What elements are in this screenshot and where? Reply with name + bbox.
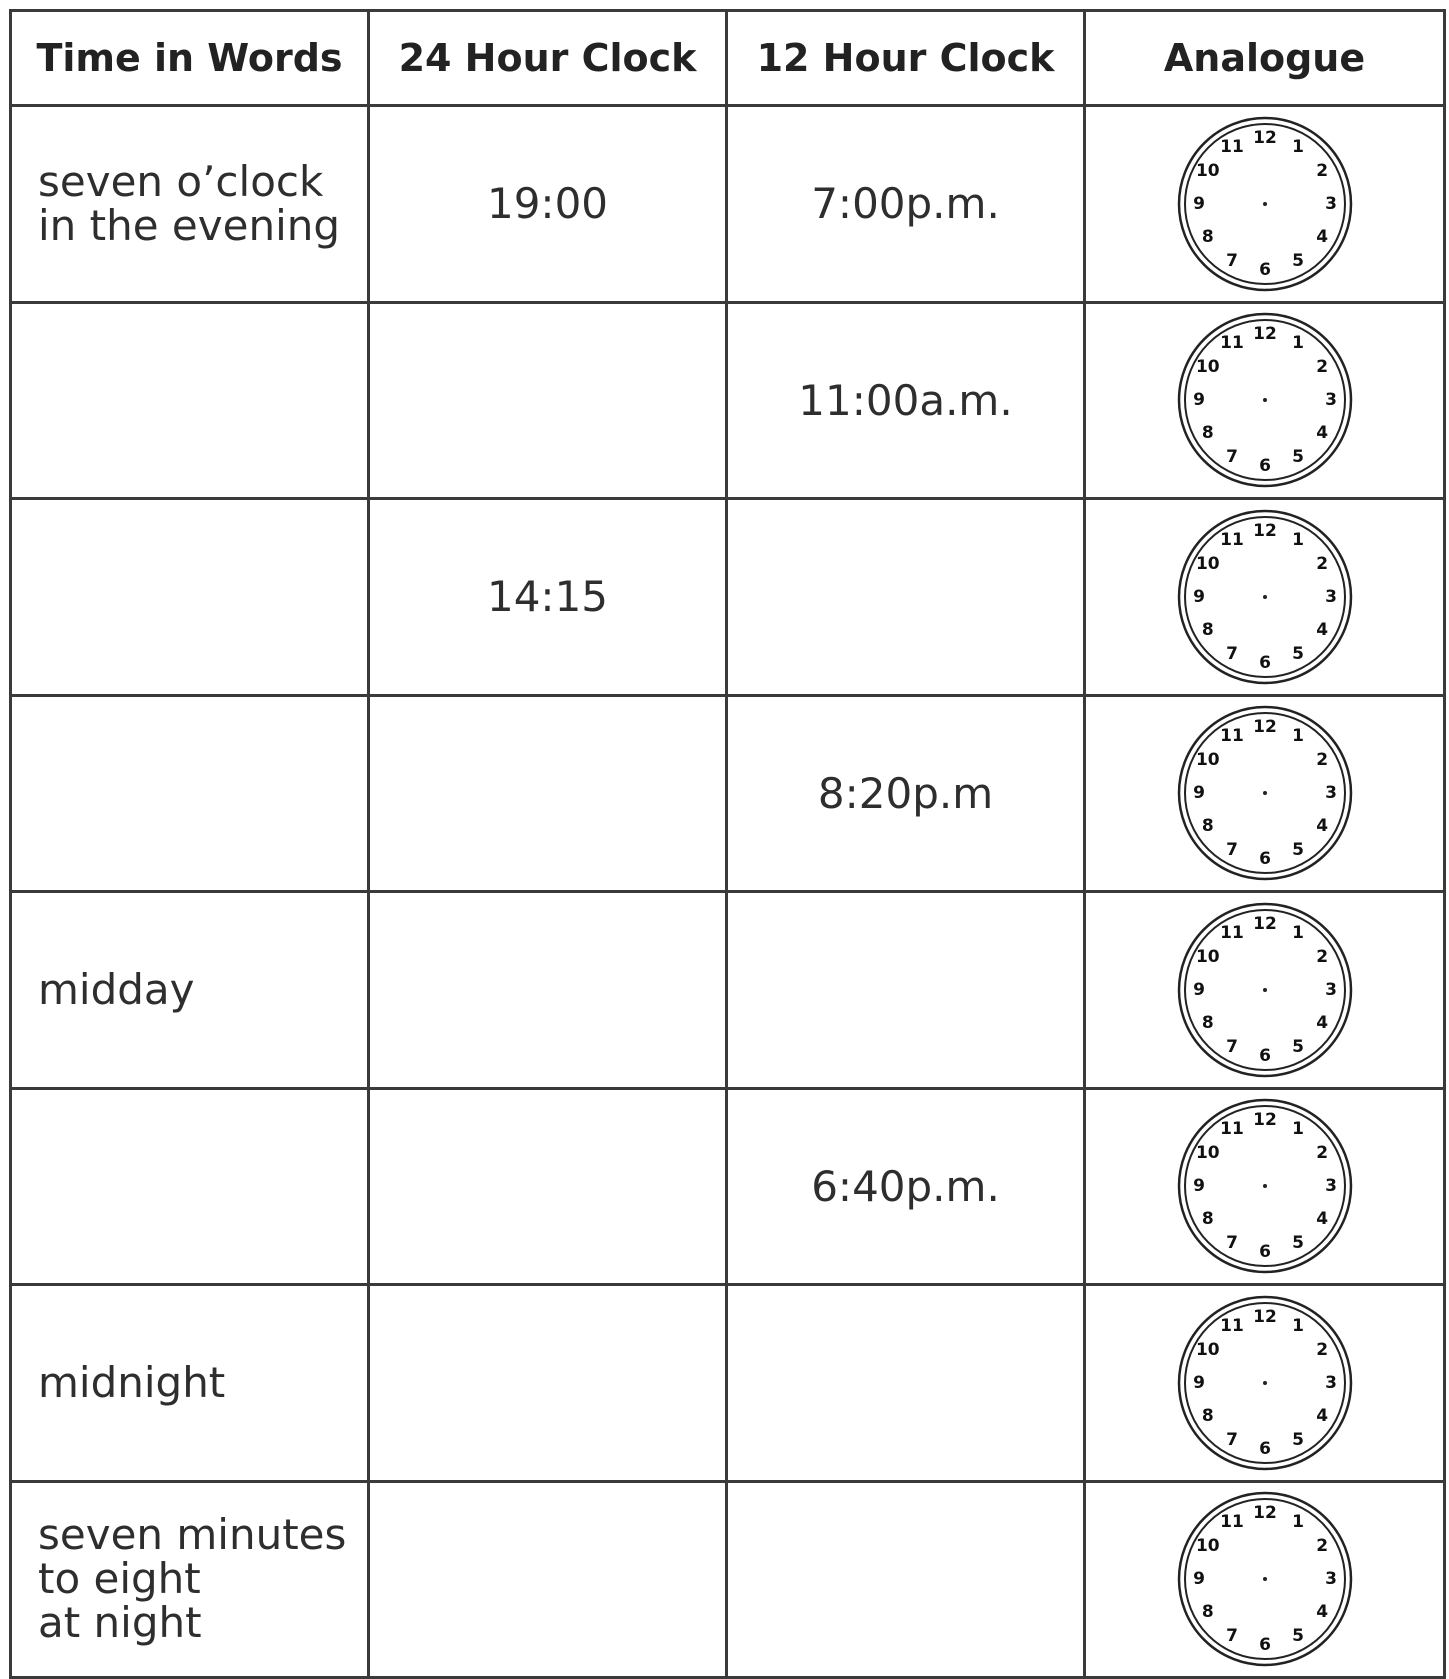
words-cell[interactable] xyxy=(11,1285,369,1482)
header-analogue: Analogue xyxy=(1085,11,1445,106)
svg-text:5: 5 xyxy=(1291,1626,1304,1647)
hour12-cell[interactable] xyxy=(727,1481,1085,1678)
hour24-cell[interactable] xyxy=(369,892,727,1089)
svg-text:11: 11 xyxy=(1219,1119,1244,1140)
svg-text:7: 7 xyxy=(1225,1626,1238,1647)
svg-text:5: 5 xyxy=(1291,250,1304,271)
svg-text:8: 8 xyxy=(1201,226,1214,247)
svg-text:9: 9 xyxy=(1192,193,1205,214)
svg-text:7: 7 xyxy=(1225,840,1238,861)
svg-text:7: 7 xyxy=(1225,1233,1238,1254)
svg-text:12: 12 xyxy=(1252,324,1277,345)
svg-text:8: 8 xyxy=(1201,1405,1214,1426)
svg-text:3: 3 xyxy=(1324,783,1337,804)
svg-text:11: 11 xyxy=(1219,922,1244,943)
svg-text:3: 3 xyxy=(1324,979,1337,1000)
hour12-cell[interactable]: 8:20p.m xyxy=(727,695,1085,892)
svg-text:7: 7 xyxy=(1225,1429,1238,1450)
hour24-cell[interactable] xyxy=(369,695,727,892)
hour24-cell[interactable] xyxy=(369,1088,727,1285)
svg-text:1: 1 xyxy=(1291,726,1304,747)
analogue-clock-icon xyxy=(1175,900,1355,1080)
words-value: seven minutes to eight at night xyxy=(38,1510,347,1648)
table-row xyxy=(11,892,1445,1089)
header-12-hour-clock: 12 Hour Clock xyxy=(727,11,1085,106)
hour24-cell[interactable] xyxy=(369,302,727,499)
svg-text:12: 12 xyxy=(1252,1306,1277,1327)
hour24-cell[interactable]: 19:00 xyxy=(369,106,727,303)
svg-text:2: 2 xyxy=(1315,1536,1328,1557)
svg-text:1: 1 xyxy=(1291,1119,1304,1140)
analogue-clock-icon xyxy=(1175,114,1355,294)
svg-text:7: 7 xyxy=(1225,250,1238,271)
svg-text:1: 1 xyxy=(1291,136,1304,157)
svg-text:10: 10 xyxy=(1195,1536,1220,1557)
table-row xyxy=(11,1481,1445,1678)
svg-text:2: 2 xyxy=(1315,946,1328,967)
svg-text:12: 12 xyxy=(1252,127,1277,148)
table-body xyxy=(11,106,1445,1678)
analogue-cell xyxy=(1085,892,1445,1089)
analogue-clock-icon xyxy=(1175,1096,1355,1276)
svg-text:6: 6 xyxy=(1258,259,1271,280)
svg-text:4: 4 xyxy=(1315,619,1328,640)
analogue-cell xyxy=(1085,1285,1445,1482)
svg-text:5: 5 xyxy=(1291,840,1304,861)
svg-text:8: 8 xyxy=(1201,816,1214,837)
svg-text:2: 2 xyxy=(1315,1339,1328,1360)
words-cell[interactable] xyxy=(11,302,369,499)
hour12-cell[interactable] xyxy=(727,892,1085,1089)
header-24-hour-clock: 24 Hour Clock xyxy=(369,11,727,106)
hour24-cell[interactable]: 14:15 xyxy=(369,499,727,696)
analogue-clock-icon xyxy=(1175,1489,1355,1669)
svg-text:6: 6 xyxy=(1258,1438,1271,1459)
hour24-cell[interactable] xyxy=(369,1285,727,1482)
svg-text:3: 3 xyxy=(1324,1372,1337,1393)
hour12-cell[interactable] xyxy=(727,1285,1085,1482)
svg-text:4: 4 xyxy=(1315,1602,1328,1623)
analogue-clock-icon xyxy=(1175,507,1355,687)
svg-text:4: 4 xyxy=(1315,1012,1328,1033)
svg-text:2: 2 xyxy=(1315,553,1328,574)
words-value: midnight xyxy=(38,1357,226,1407)
svg-text:3: 3 xyxy=(1324,586,1337,607)
analogue-cell xyxy=(1085,106,1445,303)
svg-text:4: 4 xyxy=(1315,1209,1328,1230)
table-row xyxy=(11,695,1445,892)
svg-text:8: 8 xyxy=(1201,1209,1214,1230)
svg-text:10: 10 xyxy=(1195,357,1220,378)
words-cell[interactable] xyxy=(11,1481,369,1678)
svg-text:11: 11 xyxy=(1219,1315,1244,1336)
svg-text:7: 7 xyxy=(1225,1036,1238,1057)
hour12-cell[interactable]: 7:00p.m. xyxy=(727,106,1085,303)
analogue-clock-icon xyxy=(1175,703,1355,883)
svg-text:1: 1 xyxy=(1291,1512,1304,1533)
analogue-clock-icon xyxy=(1175,310,1355,490)
analogue-cell xyxy=(1085,1088,1445,1285)
svg-text:9: 9 xyxy=(1192,390,1205,411)
svg-text:3: 3 xyxy=(1324,193,1337,214)
hour12-cell[interactable]: 6:40p.m. xyxy=(727,1088,1085,1285)
svg-text:6: 6 xyxy=(1258,1242,1271,1263)
svg-text:8: 8 xyxy=(1201,619,1214,640)
svg-text:4: 4 xyxy=(1315,423,1328,444)
svg-text:12: 12 xyxy=(1252,913,1277,934)
svg-text:11: 11 xyxy=(1219,726,1244,747)
table-row xyxy=(11,1285,1445,1482)
svg-text:9: 9 xyxy=(1192,979,1205,1000)
table-row xyxy=(11,106,1445,303)
svg-text:4: 4 xyxy=(1315,816,1328,837)
svg-text:4: 4 xyxy=(1315,1405,1328,1426)
table-row xyxy=(11,499,1445,696)
svg-text:2: 2 xyxy=(1315,160,1328,181)
svg-text:3: 3 xyxy=(1324,390,1337,411)
analogue-cell xyxy=(1085,499,1445,696)
svg-text:5: 5 xyxy=(1291,1233,1304,1254)
words-cell[interactable] xyxy=(11,892,369,1089)
words-cell[interactable] xyxy=(11,499,369,696)
svg-text:12: 12 xyxy=(1252,717,1277,738)
table-row xyxy=(11,302,1445,499)
header-time-in-words: Time in Words xyxy=(11,11,369,106)
svg-text:10: 10 xyxy=(1195,750,1220,771)
svg-text:10: 10 xyxy=(1195,553,1220,574)
svg-text:1: 1 xyxy=(1291,922,1304,943)
analogue-clock-icon xyxy=(1175,1293,1355,1473)
header-row xyxy=(11,11,1445,106)
svg-text:9: 9 xyxy=(1192,783,1205,804)
svg-text:12: 12 xyxy=(1252,1110,1277,1131)
svg-text:12: 12 xyxy=(1252,520,1277,541)
svg-text:6: 6 xyxy=(1258,1635,1271,1656)
hour12-cell[interactable] xyxy=(727,499,1085,696)
words-cell[interactable] xyxy=(11,695,369,892)
words-cell[interactable] xyxy=(11,106,369,303)
svg-text:9: 9 xyxy=(1192,586,1205,607)
svg-text:10: 10 xyxy=(1195,946,1220,967)
svg-text:1: 1 xyxy=(1291,529,1304,550)
svg-text:6: 6 xyxy=(1258,652,1271,673)
svg-text:8: 8 xyxy=(1201,1012,1214,1033)
svg-text:2: 2 xyxy=(1315,1143,1328,1164)
svg-text:12: 12 xyxy=(1252,1503,1277,1524)
analogue-cell xyxy=(1085,1481,1445,1678)
svg-text:8: 8 xyxy=(1201,1602,1214,1623)
svg-text:5: 5 xyxy=(1291,1429,1304,1450)
svg-text:6: 6 xyxy=(1258,849,1271,870)
time-conversion-table xyxy=(9,9,1446,1679)
svg-text:10: 10 xyxy=(1195,160,1220,181)
svg-text:5: 5 xyxy=(1291,643,1304,664)
svg-text:3: 3 xyxy=(1324,1176,1337,1197)
svg-text:9: 9 xyxy=(1192,1176,1205,1197)
svg-text:11: 11 xyxy=(1219,333,1244,354)
svg-text:6: 6 xyxy=(1258,1045,1271,1066)
svg-text:5: 5 xyxy=(1291,1036,1304,1057)
svg-text:7: 7 xyxy=(1225,643,1238,664)
svg-text:6: 6 xyxy=(1258,456,1271,477)
svg-text:11: 11 xyxy=(1219,529,1244,550)
svg-text:5: 5 xyxy=(1291,447,1304,468)
svg-text:2: 2 xyxy=(1315,357,1328,378)
svg-text:1: 1 xyxy=(1291,1315,1304,1336)
svg-text:11: 11 xyxy=(1219,1512,1244,1533)
words-value: seven o’clock in the evening xyxy=(38,156,341,250)
svg-text:11: 11 xyxy=(1219,136,1244,157)
hour12-cell[interactable]: 11:00a.m. xyxy=(727,302,1085,499)
hour24-cell[interactable] xyxy=(369,1481,727,1678)
svg-text:7: 7 xyxy=(1225,447,1238,468)
svg-text:1: 1 xyxy=(1291,333,1304,354)
svg-text:10: 10 xyxy=(1195,1339,1220,1360)
svg-text:3: 3 xyxy=(1324,1569,1337,1590)
svg-text:10: 10 xyxy=(1195,1143,1220,1164)
svg-text:9: 9 xyxy=(1192,1569,1205,1590)
svg-text:8: 8 xyxy=(1201,423,1214,444)
words-cell[interactable] xyxy=(11,1088,369,1285)
svg-text:4: 4 xyxy=(1315,226,1328,247)
table-row xyxy=(11,1088,1445,1285)
words-value: midday xyxy=(38,964,195,1014)
analogue-cell xyxy=(1085,302,1445,499)
svg-text:2: 2 xyxy=(1315,750,1328,771)
svg-text:9: 9 xyxy=(1192,1372,1205,1393)
analogue-cell xyxy=(1085,695,1445,892)
